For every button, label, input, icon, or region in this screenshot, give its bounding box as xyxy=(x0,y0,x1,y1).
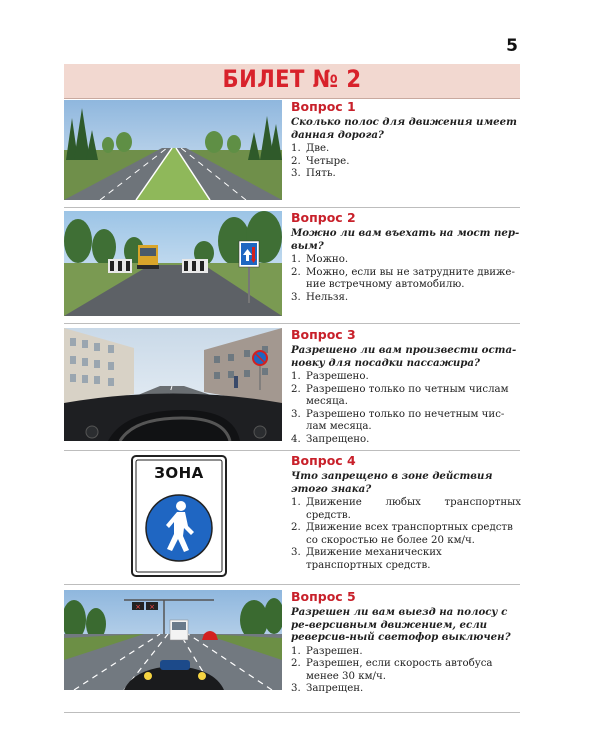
sign-label: ЗОНА xyxy=(154,464,204,482)
answer-list xyxy=(291,254,521,304)
answer-text: Движение любых транспортных средств. xyxy=(306,497,521,521)
question-prompt: Можно ли вам въехать на мост пер-вым? xyxy=(291,227,520,252)
answer-text: Пять. xyxy=(306,168,336,179)
answer-option xyxy=(291,646,521,659)
answer-option xyxy=(291,156,521,169)
answer-number: 4. xyxy=(291,433,301,445)
question-divider xyxy=(64,207,520,208)
answer-number: 1. xyxy=(291,371,301,382)
answer-option xyxy=(291,497,521,522)
answer-number: 3. xyxy=(291,168,301,179)
answer-text: Две. xyxy=(306,143,330,154)
answer-number: 3. xyxy=(291,291,301,303)
question-heading: Вопрос 5 xyxy=(291,589,356,604)
answer-option xyxy=(291,168,521,181)
question-5 xyxy=(64,590,520,708)
answer-number: 1. xyxy=(291,645,301,657)
answer-text: Разрешен. xyxy=(306,645,363,657)
answer-text: Движение всех транспортных средств со скоростью не более 20 км/ч. xyxy=(306,522,513,546)
answer-option xyxy=(291,267,521,292)
answer-text: Разрешено только по четным числам месяца. xyxy=(306,383,509,407)
answer-number: 1. xyxy=(291,254,301,265)
question-4 xyxy=(64,454,520,582)
answer-number: 1. xyxy=(291,143,301,154)
answer-option xyxy=(291,384,521,409)
answer-list xyxy=(291,143,521,181)
question-4-illustration xyxy=(64,454,282,580)
answer-text: Можно, если вы не затрудните движе-ние встречному автомобилю. xyxy=(306,266,515,290)
answer-number: 1. xyxy=(291,497,301,508)
question-4-text xyxy=(291,454,521,572)
answer-list xyxy=(291,497,521,572)
question-heading: Вопрос 2 xyxy=(291,210,356,225)
answer-option xyxy=(291,292,521,305)
answer-text: Нельзя. xyxy=(306,291,349,303)
answer-option xyxy=(291,658,521,683)
answer-option xyxy=(291,371,521,384)
answer-number: 2. xyxy=(291,658,301,669)
question-3-illustration xyxy=(64,328,282,441)
answer-text: Разрешен, если скорость автобуса менее 30 км/ч. xyxy=(306,658,493,682)
question-3-text xyxy=(291,328,521,446)
answer-text: Запрещено. xyxy=(306,433,370,445)
answer-text: Запрещен. xyxy=(306,683,364,694)
question-1 xyxy=(64,100,520,205)
svg-text:×: × xyxy=(135,603,141,611)
question-5-text xyxy=(291,590,521,696)
question-heading: Вопрос 3 xyxy=(291,327,356,342)
question-heading: Вопрос 1 xyxy=(291,99,356,114)
question-prompt: Разрешено ли вам произвести оста-новку для посадки пассажира? xyxy=(291,344,517,369)
answer-option xyxy=(291,254,521,267)
ticket-title: БИЛЕТ № 2 xyxy=(222,65,362,93)
answer-number: 2. xyxy=(291,383,301,395)
answer-number: 2. xyxy=(291,522,301,533)
answer-option xyxy=(291,522,521,547)
answer-number: 2. xyxy=(291,266,301,278)
answer-number: 3. xyxy=(291,547,301,558)
answer-option xyxy=(291,683,521,696)
answer-text: Разрешено только по нечетным чис-лам месяца. xyxy=(306,408,505,432)
answer-list xyxy=(291,646,521,696)
answer-list xyxy=(291,371,521,446)
question-2 xyxy=(64,211,520,321)
answer-option xyxy=(291,143,521,156)
page-number: 5 xyxy=(506,36,518,56)
svg-text:×: × xyxy=(149,603,155,611)
question-2-illustration xyxy=(64,211,282,316)
answer-number: 3. xyxy=(291,683,301,694)
question-1-illustration xyxy=(64,100,282,200)
question-prompt: Разрешен ли вам выезд на полосу с ре-версивным движением, если реверсив-ный светофор выключен? xyxy=(291,606,511,643)
question-prompt: Что запрещено в зоне действия этого знака? xyxy=(291,470,493,495)
answer-number: 3. xyxy=(291,408,301,420)
answer-text: Четыре. xyxy=(306,155,350,167)
question-divider xyxy=(64,323,520,324)
question-1-text xyxy=(291,100,521,181)
answer-text: Можно. xyxy=(306,254,349,265)
question-prompt: Сколько полос для движения имеет данная дорога? xyxy=(291,116,517,141)
question-5-illustration xyxy=(64,590,282,690)
question-divider xyxy=(64,584,520,585)
question-3 xyxy=(64,328,520,448)
question-divider xyxy=(64,450,520,451)
question-heading: Вопрос 4 xyxy=(291,453,356,468)
answer-option xyxy=(291,547,521,572)
question-2-text xyxy=(291,211,521,304)
answer-text: Разрешено. xyxy=(306,371,369,382)
ticket-banner xyxy=(64,64,520,99)
question-divider xyxy=(64,712,520,713)
answer-option xyxy=(291,409,521,434)
answer-option xyxy=(291,434,521,447)
answer-text: Движение механических транспортных средств. xyxy=(306,547,442,571)
answer-number: 2. xyxy=(291,155,301,167)
